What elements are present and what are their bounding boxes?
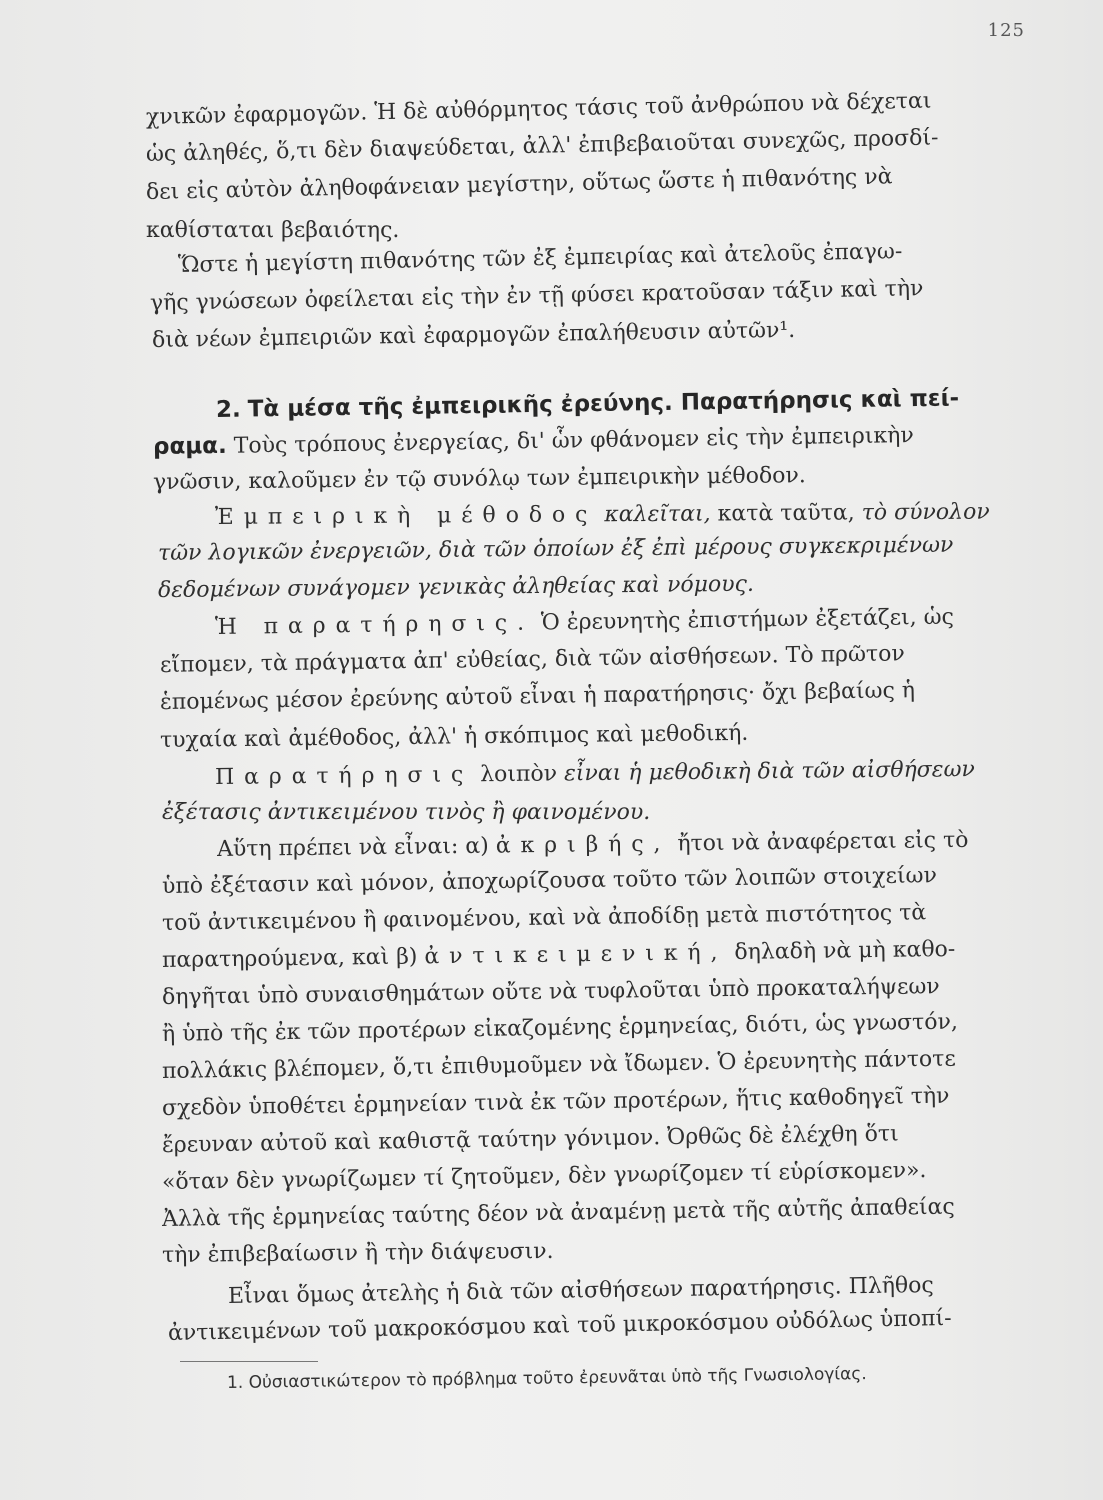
text-span: παρατηρούμενα, καὶ β) <box>161 944 418 973</box>
text-span: Τοὺς τρόπους ἐνεργείας, δι' ὧν φθάνομεν εἰς τὴν ἐμπειρικὴν <box>233 423 914 459</box>
section-number: 2. <box>215 396 241 423</box>
text-line: διὰ νέων ἐμπειριῶν καὶ ἐφαρμογῶν ἐπαλήθευσιν αὐτῶν¹. <box>151 317 796 353</box>
text-line: πολλάκις βλέπομεν, ὅ,τι ἐπιθυμοῦμεν νὰ ἴδωμεν. Ὁ ἐρευνητὴς πάντοτε <box>161 1046 956 1084</box>
text-line <box>215 756 975 792</box>
text-span: ἤτοι νὰ ἀναφέρεται εἰς τὸ <box>677 827 969 857</box>
text-span: Ὁ ἐρευνητὴς ἐπιστήμων ἐξετάζει, ὡς <box>540 604 955 636</box>
text-line: τῶν λογικῶν ἐνεργειῶν, διὰ τῶν ὁποίων ἐξ ἐπὶ μέρους συγκεκριμένων <box>157 532 954 566</box>
text-line: «ὅταν δὲν γνωρίζωμεν τί ζητοῦμεν, δὲν γνωρίζομεν τί εὑρίσκομεν». <box>161 1157 927 1195</box>
footnote: 1. Οὐσιαστικώτερον τὸ πρόβλημα τοῦτο ἐρευνᾶται ὑπὸ τῆς Γνωσιολογίας. <box>226 1364 867 1393</box>
section-heading <box>216 384 960 425</box>
text-line: ἀντικειμένων τοῦ μακροκόσμου καὶ τοῦ μικροκόσμου οὐδόλως ὑποπί- <box>167 1305 952 1346</box>
text-span: δηλαδὴ νὰ μὴ καθο- <box>734 936 956 966</box>
requirement-term: ἀντικειμενική, <box>424 940 728 970</box>
requirement-term: ἀκριβής, <box>495 831 671 859</box>
text-line: ἑπομένως μέσον ἐρεύνης αὐτοῦ εἶναι ἡ παρατήρησις· ὄχι βεβαίως ἡ <box>159 678 916 715</box>
observation-term: Ἡ παρατήρησις. <box>214 610 535 640</box>
text-line: χνικῶν ἐφαρμογῶν. Ἡ δὲ αὐθόρμητος τάσις τοῦ ἀνθρώπου νὰ δέχεται <box>145 88 932 130</box>
text-line: σχεδὸν ὑποθέτει ἑρμηνείαν τινὰ ἐκ τῶν προτέρων, ἥτις καθοδηγεῖ τὴν <box>161 1083 950 1121</box>
text-line <box>153 421 914 462</box>
text-line: Εἶναι ὅμως ἀτελὴς ἡ διὰ τῶν αἰσθήσεων παρατήρησις. Πλῆθος <box>227 1272 934 1309</box>
text-line: Ὥστε ἡ μεγίστη πιθανότης τῶν ἐξ ἐμπειρίας καὶ ἀτελοῦς ἐπαγω- <box>177 239 903 278</box>
text-line: ἢ ὑπὸ τῆς ἐκ τῶν προτέρων εἰκαζομένης ἑρμηνείας, διότι, ὡς γνωστόν, <box>161 1009 959 1047</box>
text-span: κατὰ ταῦτα, <box>717 500 855 527</box>
section-title: Τὰ μέσα τῆς ἐμπειρικῆς ἐρεύνης. Παρατήρησις καὶ πεί- <box>247 385 960 423</box>
text-span: Αὕτη πρέπει νὰ εἶναι: α) <box>216 833 489 862</box>
text-line: ἔρευναν αὐτοῦ καὶ καθιστᾷ ταύτην γόνιμον. Ὀρθῶς δὲ ἐλέχθη ὅτι <box>161 1121 899 1158</box>
definition-term: Ἐμπειρικὴ μέθοδος <box>214 502 598 530</box>
text-span: τὸ σύνολον <box>861 499 990 526</box>
text-line: ὑπὸ ἐξέτασιν καὶ μόνον, ἀποχωρίζουσα τοῦτο τῶν λοιπῶν στοιχείων <box>161 863 938 899</box>
section-title-continued: ραμα. <box>152 432 227 460</box>
text-line: ὡς ἀληθές, ὅ,τι δὲν διαψεύδεται, ἀλλ' ἐπιβεβαιοῦται συνεχῶς, προσδί- <box>145 125 939 167</box>
text-span: λοιπὸν <box>480 761 558 788</box>
text-line <box>217 827 969 864</box>
text-span: καλεῖται, <box>604 501 711 528</box>
text-line <box>215 604 954 642</box>
text-line: ἐξέτασις ἀντικειμένου τινὸς ἢ φαινομένου. <box>162 800 651 825</box>
text-line: εἴπομεν, τὰ πράγματα ἀπ' εὐθείας, διὰ τῶν αἰσθήσεων. Τὸ πρῶτον <box>159 641 905 678</box>
text-line: Ἀλλὰ τῆς ἑρμηνείας ταύτης δέον νὰ ἀναμένῃ μετὰ τῆς αὐτῆς ἀπαθείας <box>161 1194 955 1232</box>
text-line: καθίσταται βεβαιότης. <box>146 218 400 243</box>
definition-term: Παρατήρησις <box>214 762 474 790</box>
text-line: γῆς γνώσεων ὀφείλεται εἰς τὴν ἐν τῇ φύσει κρατοῦσαν τάξιν καὶ τὴν <box>149 276 924 316</box>
text-line: τὴν ἐπιβεβαίωσιν ἢ τὴν διάψευσιν. <box>161 1238 554 1268</box>
text-line <box>215 499 990 532</box>
text-line: τοῦ ἀντικειμένου ἢ φαινομένου, καὶ νὰ ἀποδίδῃ μετὰ πιστότητος τὰ <box>161 900 927 936</box>
text-line: τυχαία καὶ ἀμέθοδος, ἀλλ' ἡ σκόπιμος καὶ μεθοδική. <box>159 720 749 753</box>
footnote-divider <box>180 1361 318 1362</box>
text-line: δεδομένων συνάγομεν γενικὰς ἀληθείας καὶ νόμους. <box>157 571 755 603</box>
text-line: δει εἰς αὐτὸν ἀληθοφάνειαν μεγίστην, οὕτως ὥστε ἡ πιθανότης νὰ <box>145 164 893 205</box>
text-span: εἶναι ἡ μεθοδικὴ διὰ τῶν αἰσθήσεων <box>563 757 975 787</box>
text-line <box>162 936 956 975</box>
page-number: 125 <box>987 20 1025 41</box>
text-line: δηγῆται ὑπὸ συναισθημάτων οὔτε νὰ τυφλοῦται ὑπὸ προκαταλήψεων <box>161 974 940 1010</box>
text-line: γνῶσιν, καλοῦμεν ἐν τῷ συνόλῳ των ἐμπειρικὴν μέθοδον. <box>152 463 806 495</box>
